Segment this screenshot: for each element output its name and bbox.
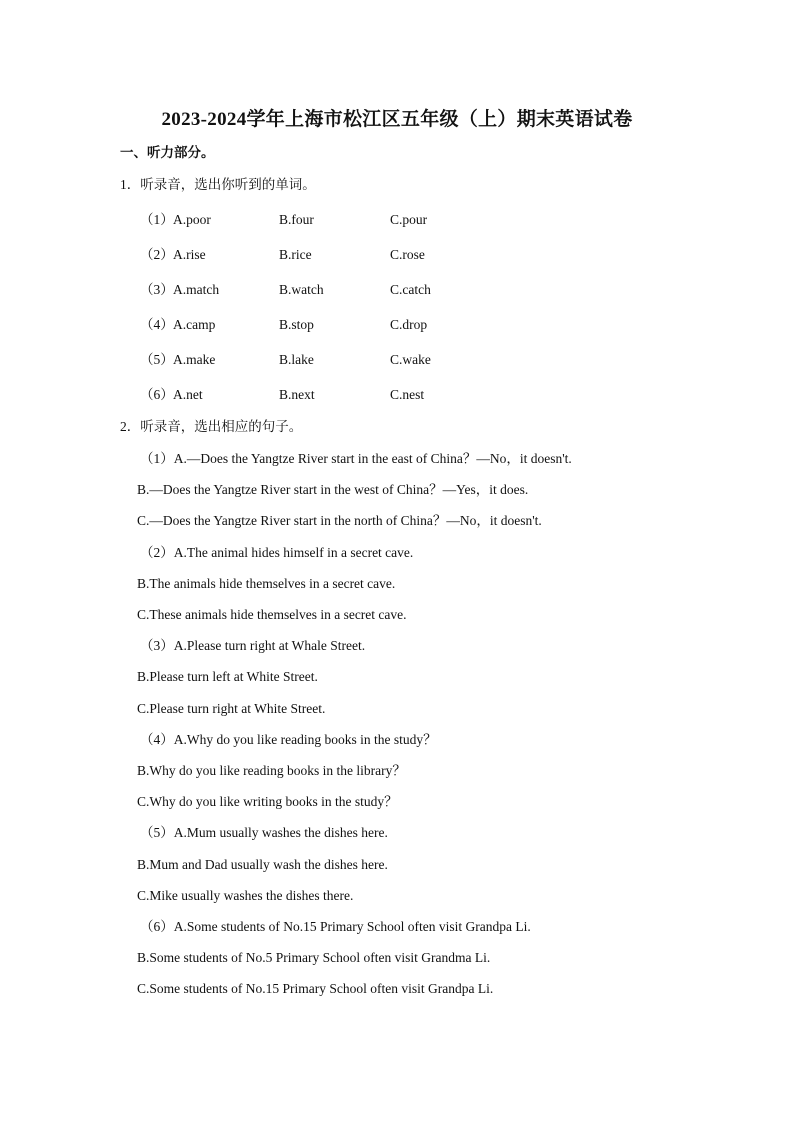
q1-option-b: B.four [279,212,314,227]
q1-option-a: A.poor [173,212,211,227]
q1-item-number: （4） [140,317,174,332]
q2-option-a: （2）A.The animal hides himself in a secret cave. [140,545,414,560]
section-heading-listening: 一、听力部分。 [120,145,215,160]
q1-item-number: （2） [140,247,174,262]
question-1-prompt: 1．听录音，选出你听到的单词。 [120,177,316,192]
q2-option-b: B.Some students of No.5 Primary School often visit Grandma Li. [137,950,491,965]
q1-item-number: （5） [140,352,174,367]
q2-option-a: （3）A.Please turn right at Whale Street. [140,638,366,653]
q2-option-b: B.Please turn left at White Street. [137,669,318,684]
q2-option-a: （1）A.—Does the Yangtze River start in the east of China？—No，it doesn't. [140,451,572,466]
q1-option-a: A.net [173,387,203,402]
q1-option-b: B.watch [279,282,324,297]
q2-option-b: B.—Does the Yangtze River start in the west of China？—Yes，it does. [137,482,529,497]
q2-option-c: C.Why do you like writing books in the study？ [137,794,398,809]
question-2-prompt: 2．听录音，选出相应的句子。 [120,419,303,434]
q1-option-b: B.next [279,387,315,402]
q1-option-c: C.nest [390,387,425,402]
q2-option-a: （6）A.Some students of No.15 Primary School often visit Grandpa Li. [140,919,531,934]
q2-option-c: C.These animals hide themselves in a secret cave. [137,607,407,622]
q2-option-a: （4）A.Why do you like reading books in the study？ [140,732,437,747]
q2-option-c: C.Some students of No.15 Primary School often visit Grandpa Li. [137,981,494,996]
q1-option-c: C.wake [390,352,431,367]
q1-option-a: A.match [173,282,220,297]
q2-option-b: B.The animals hide themselves in a secret cave. [137,576,396,591]
q2-option-a: （5）A.Mum usually washes the dishes here. [140,825,388,840]
q1-option-b: B.stop [279,317,314,332]
q1-item-number: （6） [140,387,174,402]
q2-option-b: B.Why do you like reading books in the library？ [137,763,406,778]
q1-option-b: B.lake [279,352,314,367]
q1-item-number: （1） [140,212,174,227]
q1-option-a: A.make [173,352,216,367]
q1-option-c: C.catch [390,282,431,297]
q1-option-c: C.rose [390,247,425,262]
q2-option-c: C.—Does the Yangtze River start in the north of China？—No，it doesn't. [137,513,542,528]
q2-option-c: C.Mike usually washes the dishes there. [137,888,354,903]
q1-option-c: C.drop [390,317,428,332]
q2-option-b: B.Mum and Dad usually wash the dishes here. [137,857,388,872]
page-title: 2023-2024学年上海市松江区五年级（上）期末英语试卷 [161,109,633,130]
q2-option-c: C.Please turn right at White Street. [137,701,326,716]
q1-option-a: A.camp [173,317,216,332]
q1-option-b: B.rice [279,247,312,262]
q1-option-c: C.pour [390,212,428,227]
q1-item-number: （3） [140,282,174,297]
q1-option-a: A.rise [173,247,206,262]
